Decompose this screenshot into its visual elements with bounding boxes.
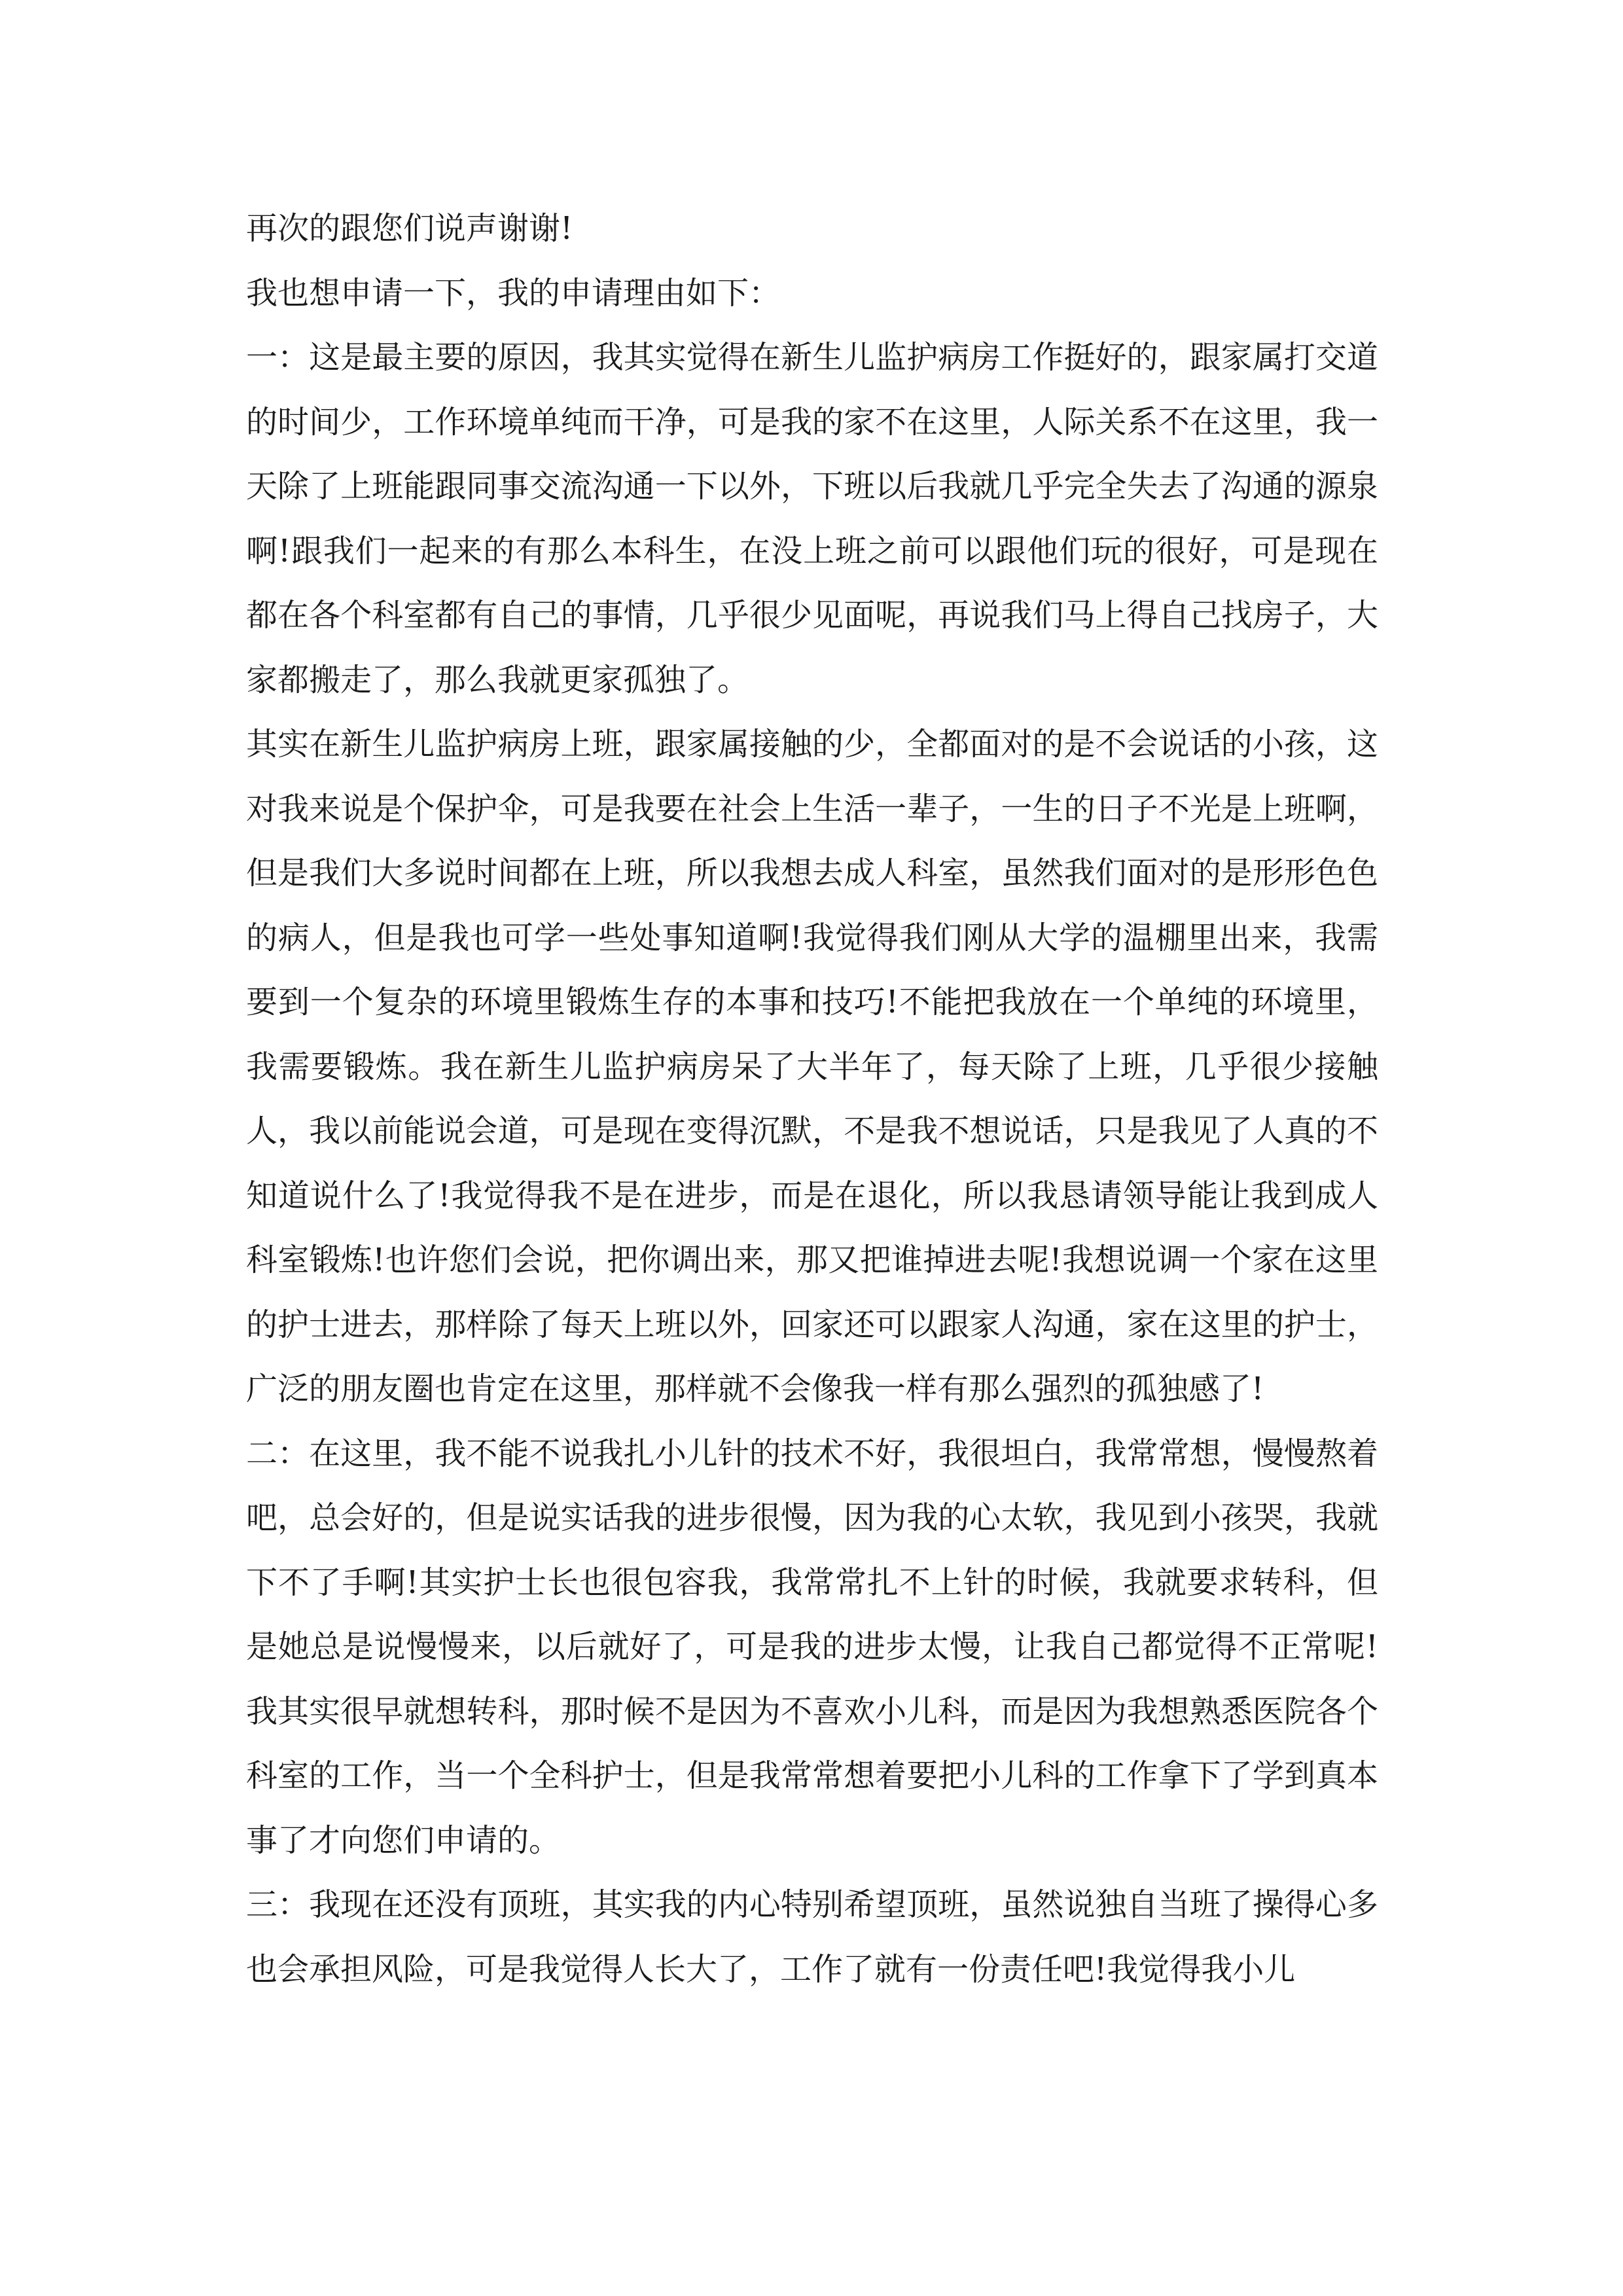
document-body <box>246 196 1378 2001</box>
paragraph-thanks: 再次的跟您们说声谢谢! <box>246 210 573 247</box>
paragraph-intro: 我也想申请一下，我的申请理由如下： <box>246 274 781 312</box>
paragraph-reason-one: 一：这是最主要的原因，我其实觉得在新生儿监护病房工作挺好的，跟家属打交道的时间少，工作环境单纯而干净，可是我的家不在这里，人际关系不在这里，我一天除了上班能跟同事交流沟通一下以外，下班以后我就几乎完全失去了沟通的源泉啊!跟我们一起来的有那么本科生，在没上班之前可以跟他们玩的很好，可是现在都在各个科室都有自己的事情，几乎很少见面呢，再说我们马上得自己找房子，大家都搬走了，那么我就更家孤独了。 <box>246 339 1378 698</box>
paragraph-reason-three: 三：我现在还没有顶班，其实我的内心特别希望顶班，虽然说独自当班了操得心多也会承担风险，可是我觉得人长大了，工作了就有一份责任吧!我觉得我小儿 <box>246 1886 1378 1988</box>
paragraph-reason-one-continued: 其实在新生儿监护病房上班，跟家属接触的少，全都面对的是不会说话的小孩，这对我来说是个保护伞，可是我要在社会上生活一辈子，一生的日子不光是上班啊，但是我们大多说时间都在上班，所以我想去成人科室，虽然我们面对的是形形色色的病人，但是我也可学一些处事知道啊!我觉得我们刚从大学的温棚里出来，我需要到一个复杂的环境里锻炼生存的本事和技巧!不能把我放在一个单纯的环境里，我需要锻炼。我在新生儿监护病房呆了大半年了，每天除了上班，几乎很少接触人，我以前能说会道，可是现在变得沉默，不是我不想说话，只是我见了人真的不知道说什么了!我觉得我不是在进步，而是在退化，所以我恳请领导能让我到成人科室锻炼!也许您们会说，把你调出来，那又把谁掉进去呢!我想说调一个家在这里的护士进去，那样除了每天上班以外，回家还可以跟家人沟通，家在这里的护士，广泛的朋友圈也肯定在这里，那样就不会像我一样有那么强烈的孤独感了! <box>246 726 1378 1407</box>
paragraph-reason-two: 二：在这里，我不能不说我扎小儿针的技术不好，我很坦白，我常常想，慢慢熬着吧，总会好的，但是说实话我的进步很慢，因为我的心太软，我见到小孩哭，我就下不了手啊!其实护士长也很包容我，我常常扎不上针的时候，我就要求转科，但是她总是说慢慢来，以后就好了，可是我的进步太慢，让我自己都觉得不正常呢!我其实很早就想转科，那时候不是因为不喜欢小儿科，而是因为我想熟悉医院各个科室的工作，当一个全科护士，但是我常常想着要把小儿科的工作拿下了学到真本事了才向您们申请的。 <box>246 1435 1378 1859</box>
